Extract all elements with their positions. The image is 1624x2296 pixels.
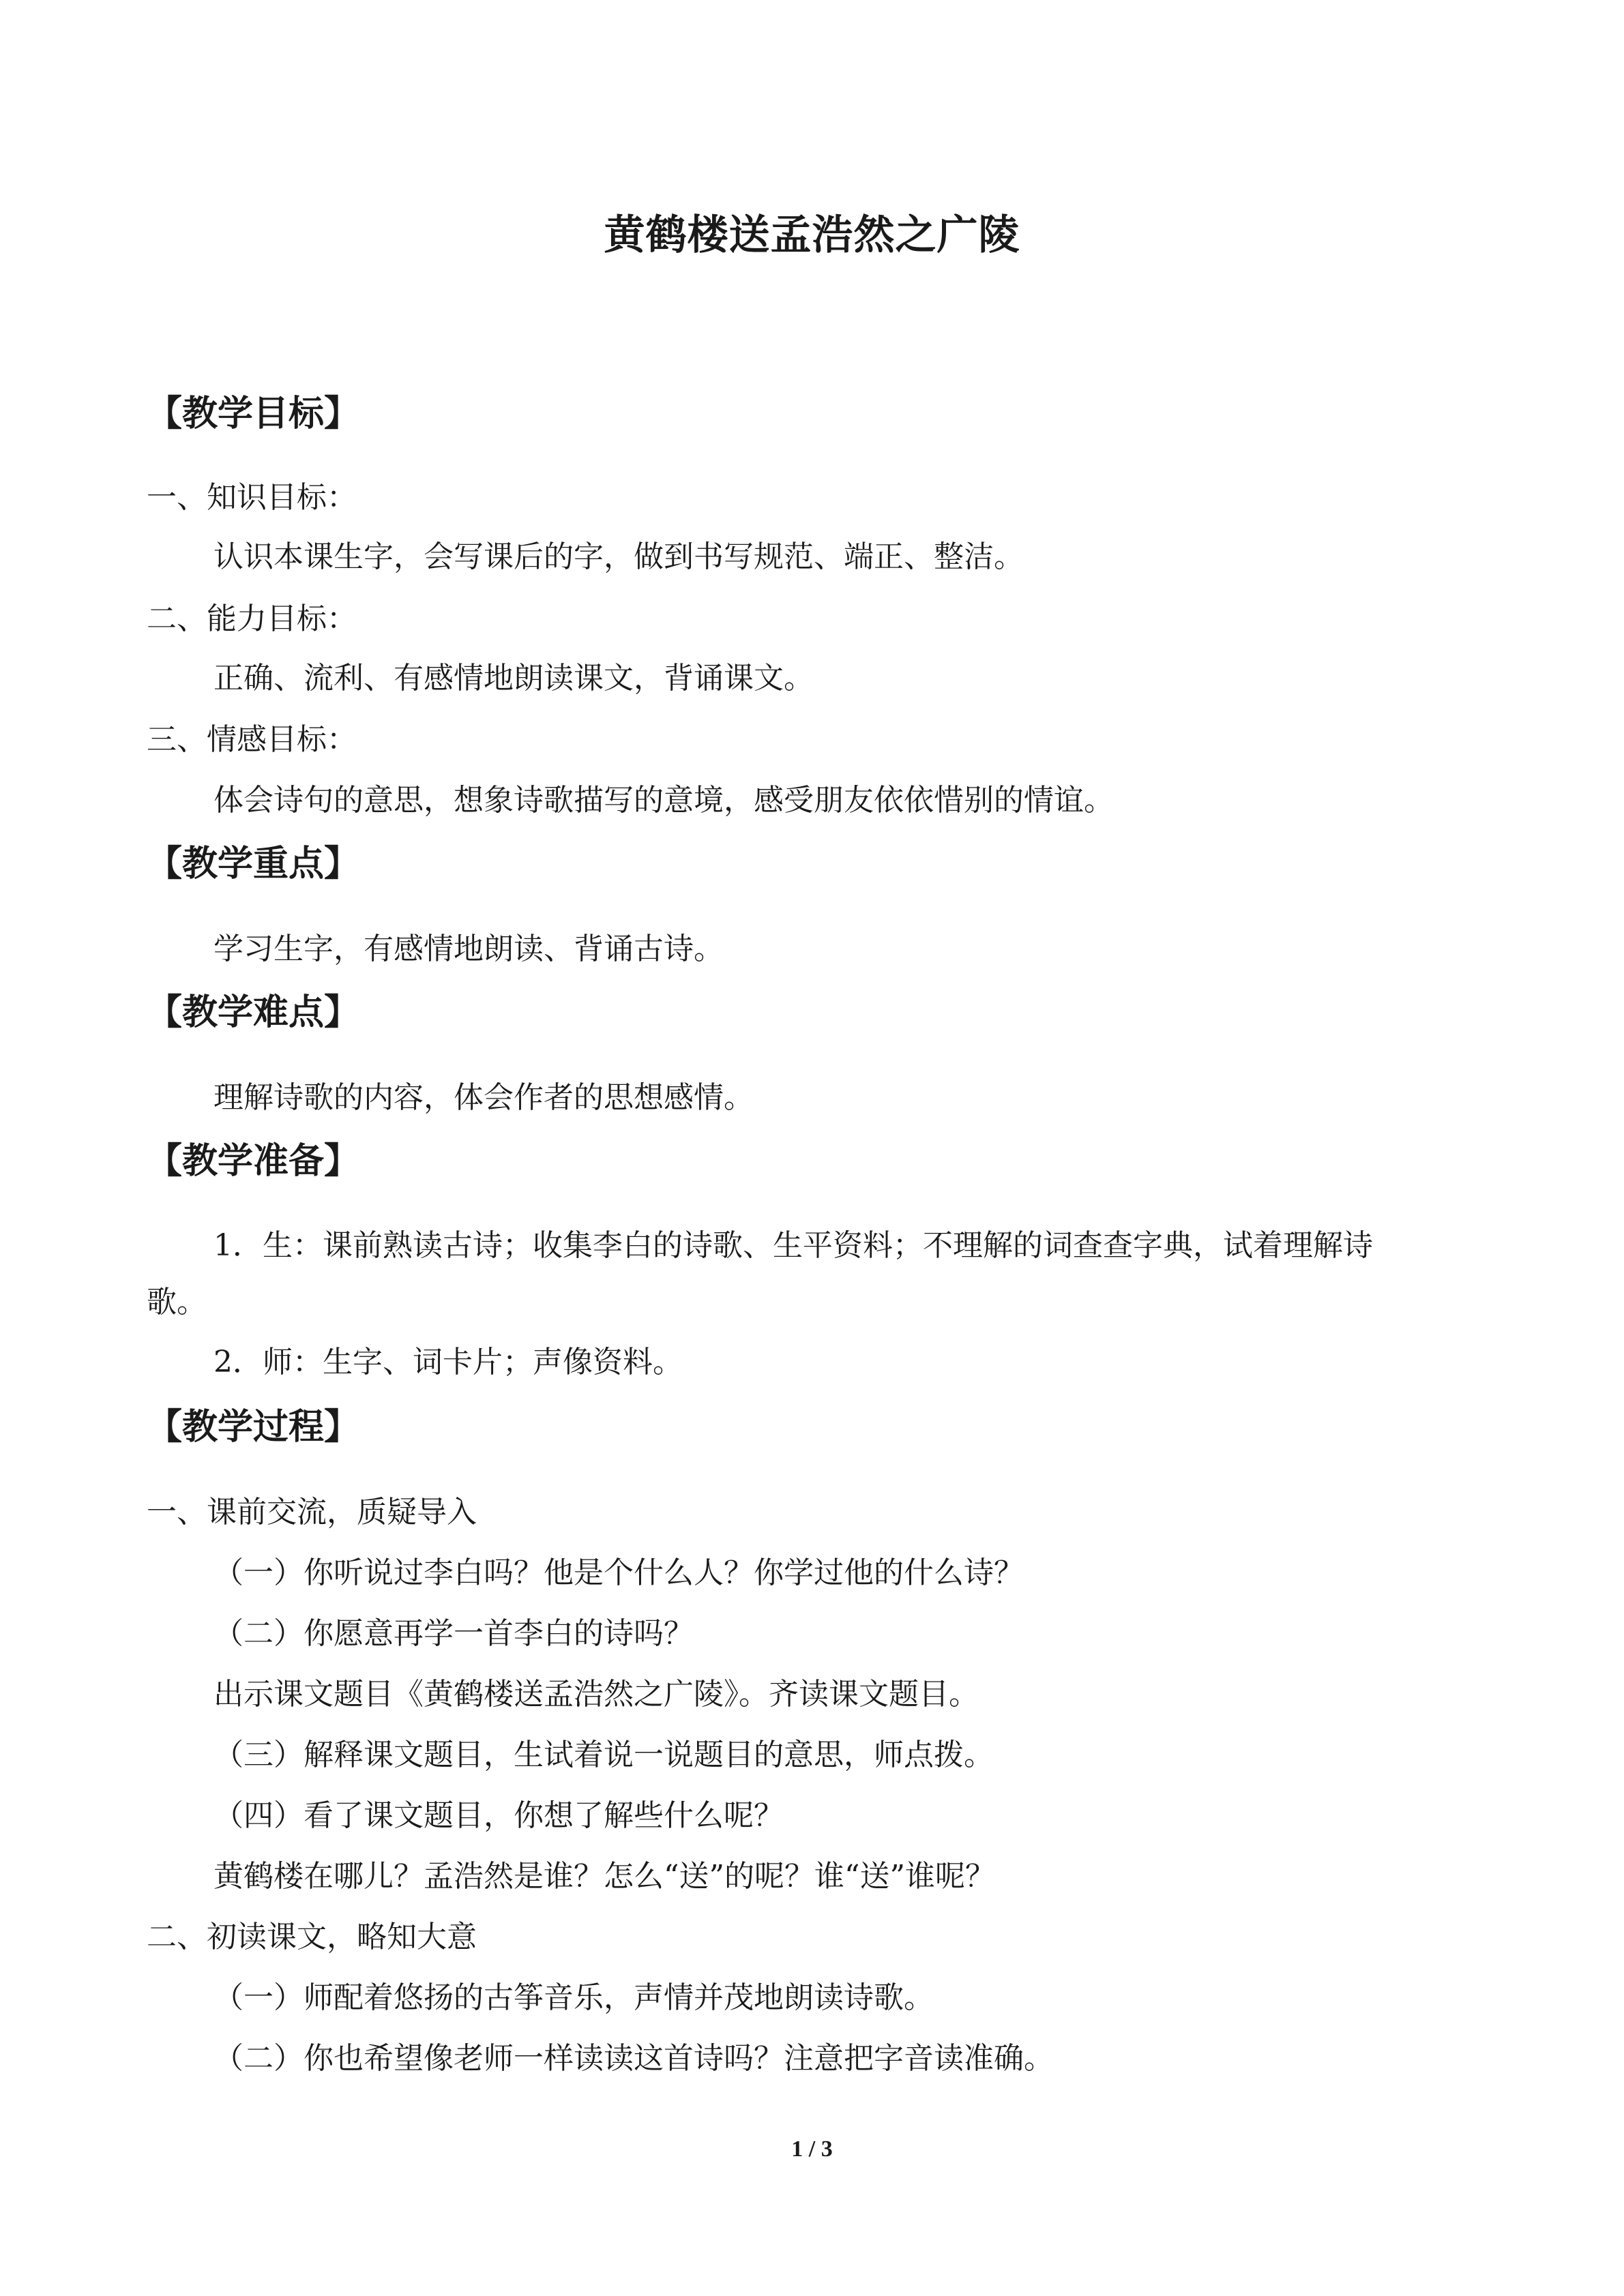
heading-objectives: 【教学目标】 bbox=[147, 393, 360, 434]
process-part-2-label: 二、初读课文，略知大意 bbox=[147, 1920, 477, 1954]
objective-emotion-label: 三、情感目标： bbox=[147, 722, 357, 757]
process-part-1-item-3: 出示课文题目《黄鹤楼送孟浩然之广陵》。齐读课文题目。 bbox=[213, 1677, 979, 1712]
page-number: 1 / 3 bbox=[791, 2136, 833, 2162]
process-part-1-item-4: （三）解释课文题目，生试着说一说题目的意思，师点拨。 bbox=[213, 1738, 994, 1772]
objective-ability-label: 二、能力目标： bbox=[147, 601, 357, 636]
heading-difficulties: 【教学难点】 bbox=[147, 992, 360, 1033]
preparation-item-1: 1．生：课前熟读古诗；收集李白的诗歌、生平资料；不理解的词查查字典，试着理解诗 bbox=[213, 1228, 1373, 1263]
heading-key-points: 【教学重点】 bbox=[147, 844, 360, 884]
process-part-2-item-2: （二）你也希望像老师一样读读这首诗吗？注意把字音读准确。 bbox=[213, 2041, 1054, 2076]
objective-knowledge-label: 一、知识目标： bbox=[147, 480, 357, 515]
heading-process: 【教学过程】 bbox=[147, 1407, 360, 1448]
document-title: 黄鹤楼送孟浩然之广陵 bbox=[604, 211, 1020, 259]
process-part-1-item-6: 黄鹤楼在哪儿？孟浩然是谁？怎么“送”的呢？谁“送”谁呢？ bbox=[213, 1859, 995, 1894]
objective-emotion-text: 体会诗句的意思，想象诗歌描写的意境，感受朋友依依惜别的情谊。 bbox=[213, 783, 1114, 818]
process-part-2-item-1: （一）师配着悠扬的古筝音乐，声情并茂地朗读诗歌。 bbox=[213, 1980, 934, 2015]
process-part-1-item-1: （一）你听说过李白吗？他是个什么人？你学过他的什么诗？ bbox=[213, 1555, 1024, 1590]
process-part-1-label: 一、课前交流，质疑导入 bbox=[147, 1495, 477, 1530]
objective-knowledge-text: 认识本课生字，会写课后的字，做到书写规范、端正、整洁。 bbox=[213, 539, 1024, 574]
heading-preparation: 【教学准备】 bbox=[147, 1141, 360, 1182]
process-part-1-item-2: （二）你愿意再学一首李白的诗吗？ bbox=[213, 1616, 694, 1651]
key-points-text: 学习生字，有感情地朗读、背诵古诗。 bbox=[213, 931, 724, 966]
preparation-item-1-cont: 歌。 bbox=[147, 1285, 207, 1320]
preparation-item-2: 2．师：生字、词卡片；声像资料。 bbox=[213, 1345, 683, 1380]
difficulties-text: 理解诗歌的内容，体会作者的思想感情。 bbox=[213, 1080, 754, 1115]
objective-ability-text: 正确、流利、有感情地朗读课文，背诵课文。 bbox=[213, 661, 814, 696]
process-part-1-item-5: （四）看了课文题目，你想了解些什么呢？ bbox=[213, 1798, 784, 1833]
